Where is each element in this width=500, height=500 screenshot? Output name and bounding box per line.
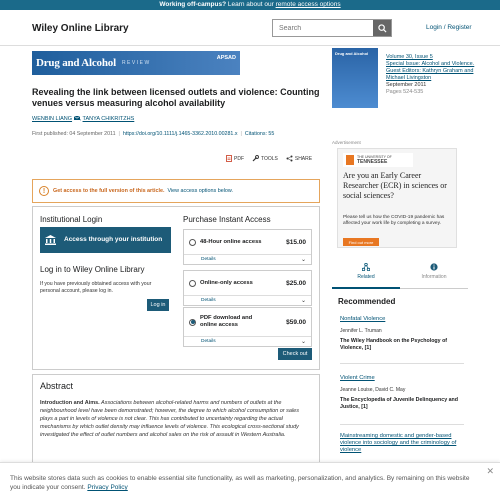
journal-banner[interactable] — [32, 51, 240, 75]
recommended-title-link[interactable]: Mainstreaming domestic and gender-based violence into sociology and the criminology of violence — [340, 433, 457, 453]
meta-separator: | — [240, 131, 242, 137]
journal-review-label: REVIEW — [121, 60, 151, 66]
info-circle-icon — [430, 263, 438, 271]
option-label: Online-only access — [200, 279, 253, 286]
option-details-toggle[interactable] — [184, 295, 311, 305]
sidebar-tabs — [332, 259, 468, 289]
institution-icon — [40, 227, 60, 253]
purchase-heading: Purchase Instant Access — [183, 215, 271, 224]
volume-issue-link[interactable]: Volume 30, Issue 5 — [386, 54, 433, 60]
option-label: 48-Hour online access — [200, 238, 262, 245]
tools-label: TOOLS — [261, 155, 278, 162]
search-icon — [378, 24, 387, 33]
login-heading: Log in to Wiley Online Library — [40, 265, 145, 274]
cookie-message: This website stores data such as cookies to enable essential site functionality, as well as marketing, personalization, and analytics. By remaining on this website you indicate your consent. — [10, 475, 470, 491]
abstract-heading: Abstract — [40, 381, 74, 391]
login-text: If you have previously obtained access with your personal account, please log in. — [40, 281, 152, 294]
search-input[interactable] — [273, 20, 375, 36]
article-tools — [226, 155, 312, 162]
institutional-login-heading: Institutional Login — [40, 215, 103, 224]
details-label: Details — [201, 339, 216, 344]
doi-link[interactable]: https://doi.org/10.1111/j.1465-3362.2010.00281.x — [122, 131, 238, 137]
pdf-label: PDF — [234, 155, 244, 162]
access-panel — [32, 206, 320, 370]
remote-access-banner — [0, 0, 500, 10]
issue-info — [386, 54, 486, 96]
recommended-item — [340, 375, 464, 425]
recommended-title-link[interactable]: Nonfatal Violence — [340, 316, 386, 322]
login-button[interactable]: Log in — [147, 299, 169, 311]
university-name-line: TENNESSEE — [357, 159, 388, 165]
search-button[interactable] — [373, 20, 391, 36]
abstract-section — [32, 374, 320, 474]
option-details-toggle[interactable] — [184, 254, 311, 264]
recommended-title-link[interactable]: Violent Crime — [340, 375, 375, 381]
published-date: 04 September 2011 — [69, 131, 116, 137]
radio-button-selected[interactable] — [189, 319, 196, 326]
journal-name: Drug and Alcohol — [36, 57, 116, 69]
tab-information[interactable] — [400, 263, 468, 280]
close-icon[interactable]: ✕ — [486, 466, 494, 476]
radio-button[interactable] — [189, 280, 196, 287]
pdf-button[interactable] — [226, 155, 244, 162]
ad-headline: Are you an Early Career Researcher (ECR) in sciences or social sciences? — [343, 171, 447, 200]
radio-button[interactable] — [189, 239, 196, 246]
published-label: First published: — [32, 131, 70, 137]
advertisement-label: Advertisement — [332, 140, 361, 145]
institution-access-button[interactable] — [40, 227, 171, 253]
option-price: $25.00 — [286, 279, 306, 287]
email-icon[interactable] — [74, 116, 80, 120]
issue-pages: Pages 524-535 — [386, 89, 424, 95]
banner-text: Learn about our — [226, 1, 276, 8]
purchase-option-select[interactable] — [184, 271, 311, 295]
tab-related-label: Related — [357, 274, 375, 280]
option-details-toggle[interactable] — [184, 336, 311, 346]
wrench-icon — [252, 155, 259, 162]
author-list: WENBIN LIANG , TANYA CHIKRITZHS — [32, 116, 135, 122]
site-logo[interactable]: Wiley Online Library — [32, 23, 129, 34]
pdf-icon — [226, 155, 232, 162]
option-price: $59.00 — [286, 318, 306, 326]
login-register-link[interactable]: Login / Register — [426, 24, 472, 31]
details-label: Details — [201, 257, 216, 262]
access-notice — [32, 179, 320, 203]
recommended-item — [340, 316, 464, 364]
recommended-item — [340, 433, 464, 454]
search-box — [272, 19, 392, 37]
chevron-down-icon: ⌄ — [300, 257, 306, 263]
citations-link[interactable]: Citations: 55 — [244, 131, 275, 137]
option-price: $15.00 — [286, 238, 306, 246]
tab-information-label: Information — [421, 274, 447, 280]
site-header — [0, 10, 500, 46]
details-label: Details — [201, 298, 216, 303]
article-title: Revealing the link between licensed outlets and violence: Counting venues versus measuring alcohol availability — [32, 87, 320, 108]
institution-access-label: Access through your institution — [64, 236, 163, 243]
option-label: PDF download and online access — [200, 315, 253, 328]
apsad-logo — [217, 55, 236, 62]
info-icon: ! — [39, 186, 49, 196]
purchase-option-select[interactable] — [184, 308, 311, 336]
share-button[interactable] — [286, 155, 312, 162]
issue-date: September 2011 — [386, 82, 427, 88]
ad-find-out-more-button[interactable]: Find out more — [343, 238, 379, 246]
share-icon — [286, 155, 293, 162]
purchase-option-pdf — [183, 307, 312, 347]
tab-related[interactable] — [332, 263, 400, 289]
recommended-heading: Recommended — [338, 297, 396, 306]
tools-button[interactable] — [252, 155, 278, 162]
chevron-down-icon: ⌄ — [300, 298, 306, 304]
meta-separator: | — [118, 131, 120, 137]
related-icon — [362, 263, 370, 271]
university-logo-mark — [346, 155, 354, 165]
banner-bold-text: Working off-campus? — [159, 1, 227, 8]
recommended-authors: Jeanne Louise, David C. May — [340, 387, 406, 393]
chevron-down-icon: ⌄ — [300, 339, 306, 345]
share-label: SHARE — [294, 155, 313, 162]
remote-access-link[interactable]: remote access options — [275, 1, 341, 8]
recommended-source: The Encyclopedia of Juvenile Delinquency and Justice, [1] — [340, 397, 459, 410]
advertisement[interactable] — [337, 148, 457, 248]
university-name — [357, 155, 392, 165]
author-link[interactable]: WENBIN LIANG — [32, 116, 73, 122]
access-options-link[interactable]: View access options below. — [167, 188, 233, 194]
purchase-option-online-only — [183, 270, 312, 306]
cookie-banner — [0, 462, 500, 500]
checkout-button[interactable]: Check out — [278, 348, 312, 360]
cookie-text — [10, 474, 480, 492]
recommended-source: The Wiley Handbook on the Psychology of Violence, [1] — [340, 338, 448, 351]
author-link[interactable]: TANYA CHIKRITZHS — [82, 116, 135, 122]
university-logo — [343, 153, 413, 167]
university-name-line: THE UNIVERSITY OF — [357, 155, 392, 159]
apsad-logo-text: APSAD — [216, 55, 236, 61]
journal-cover-image[interactable] — [332, 48, 378, 108]
recommended-authors: Jennifer L. Truman — [340, 328, 382, 334]
abstract-text — [40, 399, 312, 439]
cover-title: Drug and Alcohol — [335, 51, 369, 56]
abstract-body: Associations between alcohol-related harms and numbers of outlets at the neighbourhood level have been demonstrated; however, the degree to which alcohol consumption or sales plays a part in levels of violence is not clear. This has contributed to uncertainty regarding the actual mechanisms by which outlet density may influence levels of violence. This ecological cross-sectional study investigated the effect of outlet numbers and alcohol sales on the risk of assault in Western Australia. — [40, 400, 299, 438]
purchase-option-select[interactable] — [184, 230, 311, 254]
special-issue-link[interactable]: Special Issue: Alcohol and Violence. Guest Editors: Kathryn Graham and Michael Livingston — [386, 61, 475, 81]
article-meta — [32, 131, 332, 137]
ad-body: Please tell us how the COVID-19 pandemic has affected your work life by completing a survey. — [343, 215, 445, 226]
privacy-policy-link[interactable]: Privacy Policy — [87, 484, 128, 491]
access-message: Get access to the full version of this article. — [53, 188, 165, 194]
purchase-option-48-hour — [183, 229, 312, 265]
abstract-lead: Introduction and Aims. — [40, 400, 100, 406]
